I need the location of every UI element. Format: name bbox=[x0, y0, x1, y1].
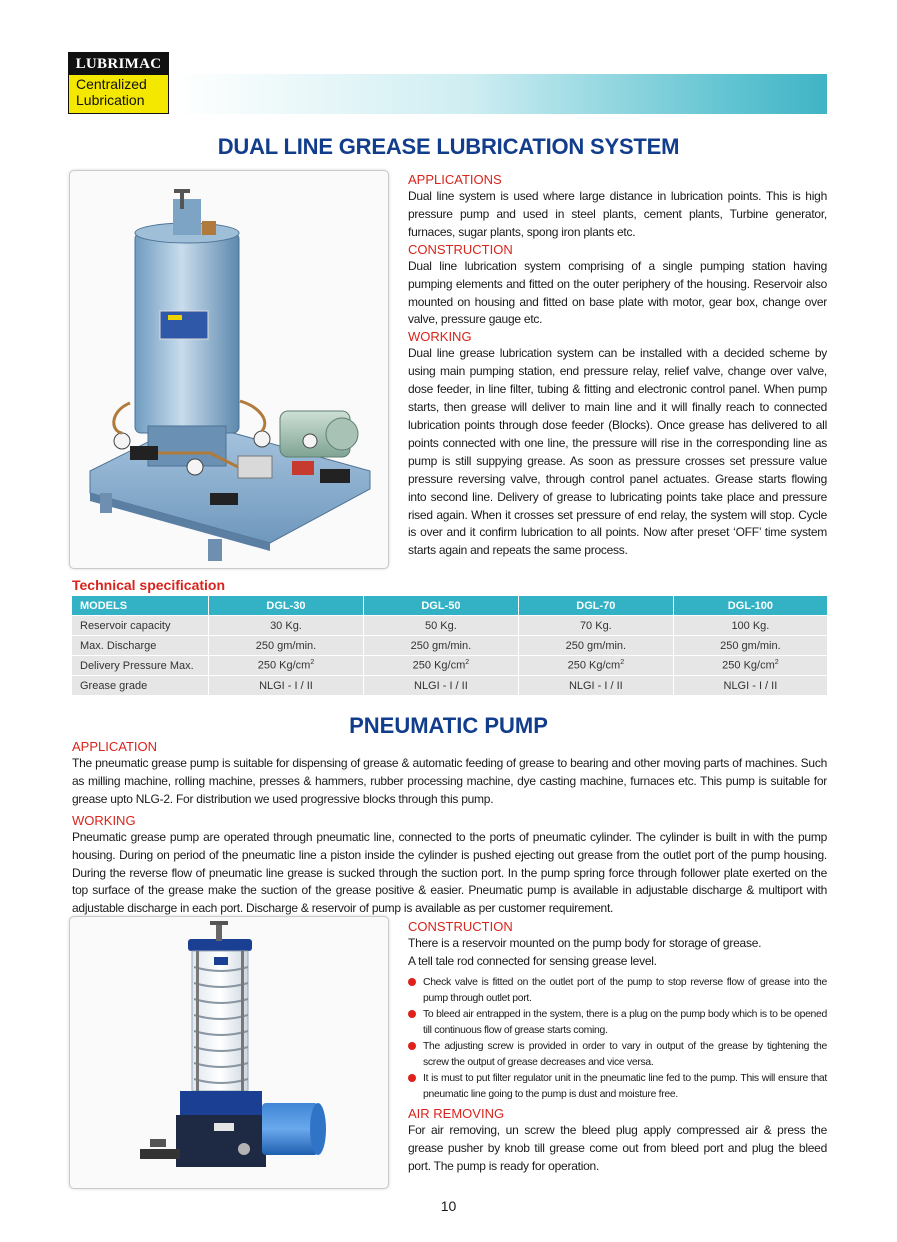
spec-header-cell: MODELS bbox=[72, 596, 209, 616]
pressure-value: 250 Kg/cm bbox=[567, 659, 621, 672]
spec-header-row bbox=[72, 596, 827, 616]
pressure-value: 250 Kg/cm bbox=[722, 659, 775, 672]
pneumatic-application-label: APPLICATION bbox=[72, 739, 158, 754]
spec-header-cell: DGL-70 bbox=[518, 596, 673, 616]
construction-line-2: A tell tale rod connected for sensing grease level. bbox=[408, 953, 657, 968]
dual-line-title: DUAL LINE GREASE LUBRICATION SYSTEM bbox=[217, 134, 680, 159]
pressure-value: 250 Kg/cm bbox=[412, 659, 466, 672]
list-item bbox=[408, 975, 827, 1007]
bullet-dot-icon bbox=[408, 1042, 416, 1050]
table-cell: 50 Kg. bbox=[363, 616, 518, 636]
construction-bullet-list bbox=[408, 975, 827, 1103]
bullet-dot-icon bbox=[408, 1074, 416, 1082]
table-cell: NLGI - I / II bbox=[518, 676, 673, 696]
pneumatic-working-label: WORKING bbox=[72, 812, 136, 828]
brand-name: LUBRIMAC bbox=[69, 53, 168, 75]
list-item-text: The adjusting screw is provided in order to vary in output of the grease by tightening the screw the output of grease decreases and vice versa. bbox=[423, 1040, 827, 1068]
table-cell: NLGI - I / II bbox=[209, 676, 364, 696]
pneumatic-intro bbox=[72, 739, 827, 918]
spec-header-cell: DGL-100 bbox=[673, 596, 827, 616]
construction-line-1: There is a reservoir mounted on the pump body for storage of grease. bbox=[408, 936, 762, 950]
air-removing-text: For air removing, un screw the bleed plug apply compressed air & press the grease pusher by knob till grease come out from bleed port and plug the bleed port. The pump is ready for operation. bbox=[408, 1122, 827, 1173]
table-cell: 30 Kg. bbox=[209, 616, 364, 636]
bullet-dot-icon bbox=[408, 1010, 416, 1018]
construction-label: CONSTRUCTION bbox=[408, 241, 513, 257]
pneumatic-title: PNEUMATIC PUMP bbox=[349, 713, 548, 738]
list-item bbox=[408, 1007, 827, 1039]
table-cell: Grease grade bbox=[72, 676, 209, 696]
table-cell bbox=[518, 656, 673, 676]
bullet-dot-icon bbox=[408, 978, 416, 986]
table-row bbox=[72, 656, 827, 676]
spec-header-cell: DGL-50 bbox=[363, 596, 518, 616]
pneumatic-application-text: The pneumatic grease pump is suitable for dispensing of grease & automatic feeding of grease to bearing and other moving parts of machines. Such as milling machine, rolling machine, presses & hammers, rubber processing machine, dye casting machine, furnaces etc. This pump is suitable for grease upto NLG-2. For distribution we used progressive blocks through this pump. bbox=[72, 756, 827, 806]
pressure-value: 250 Kg/cm bbox=[257, 659, 311, 672]
table-cell: 70 Kg. bbox=[518, 616, 673, 636]
dual-line-pump-illustration bbox=[70, 171, 388, 568]
table-cell: Reservoir capacity bbox=[72, 616, 209, 636]
superscript: 2 bbox=[465, 659, 470, 667]
construction-text: Dual line lubrication system comprising of a single pumping station having pumping elements and fitted on the outer periphery of the housing. Reservoir also mounted on housing and fitted on base plate with motor, gear box, change over valve, pressure gauge etc. bbox=[408, 258, 827, 327]
list-item-text: Check valve is fitted on the outlet port of the pump to stop reverse flow of grease into the pump through outlet port. bbox=[423, 976, 827, 1004]
list-item bbox=[408, 1071, 827, 1103]
table-cell: NLGI - I / II bbox=[673, 676, 827, 696]
pneumatic-working-text: Pneumatic grease pump are operated through pneumatic line, connected to the ports of pneumatic cylinder. The cylinder is built in with the pump housing. During on period of the pneumatic line a piston inside the cylinder is pushed ejecting out grease from the outlet port of the pump housing. During the reverse flow of pneumatic line grease is sucked through the suction port. In the pump spring force through follower plate exerted on the top surface of the grease make the suction of the grease positive & easier. Pneumatic pump is available in adjustable discharge & multiport with adjustable discharge in each port. Discharge & reservoir of pump is available as per customer requirement. bbox=[72, 829, 827, 916]
superscript: 2 bbox=[310, 659, 315, 667]
table-cell bbox=[673, 656, 827, 676]
table-cell bbox=[209, 656, 364, 676]
list-item-text: To bleed air entrapped in the system, there is a plug on the pump body which is to be opened till continuous flow of grease starts coming. bbox=[423, 1008, 827, 1036]
table-row bbox=[72, 616, 827, 636]
pneumatic-construction-label: CONSTRUCTION bbox=[408, 919, 513, 934]
header-gradient-band bbox=[175, 74, 827, 114]
brand-logo bbox=[68, 52, 169, 114]
list-item-text: It is must to put filter regulator unit in the pneumatic line fed to the pump. This will ensure that pneumatic line going to the pump is dust and moisture free. bbox=[423, 1072, 827, 1100]
pneumatic-pump-image bbox=[69, 916, 389, 1189]
page-number: 10 bbox=[440, 1198, 457, 1214]
dual-line-pump-image bbox=[69, 170, 389, 569]
table-row bbox=[72, 676, 827, 696]
brand-tagline bbox=[69, 75, 168, 113]
table-cell: 250 gm/min. bbox=[673, 636, 827, 656]
table-cell: Max. Discharge bbox=[72, 636, 209, 656]
spec-title: Technical specification bbox=[72, 577, 226, 593]
brand-tagline-line1: Centralized bbox=[76, 76, 147, 92]
applications-text: Dual line system is used where large distance in lubrication points. This is high pressure pump and used in steel plants, cement plants, Turbine generator, furnaces, sugar plants, spong iron plants etc. bbox=[408, 189, 827, 239]
table-cell: 250 gm/min. bbox=[363, 636, 518, 656]
working-label: WORKING bbox=[408, 329, 472, 345]
superscript: 2 bbox=[620, 659, 625, 667]
table-cell: 100 Kg. bbox=[673, 616, 827, 636]
list-item bbox=[408, 1039, 827, 1071]
table-cell: Delivery Pressure Max. bbox=[72, 656, 209, 676]
air-removing-label: AIR REMOVING bbox=[408, 1105, 505, 1121]
table-cell: 250 gm/min. bbox=[518, 636, 673, 656]
table-cell: 250 gm/min. bbox=[209, 636, 364, 656]
table-cell: NLGI - I / II bbox=[363, 676, 518, 696]
pneumatic-construction bbox=[408, 919, 827, 1176]
dual-line-text bbox=[408, 172, 827, 560]
brand-tagline-line2: Lubrication bbox=[76, 92, 145, 108]
superscript: 2 bbox=[774, 659, 779, 667]
table-cell bbox=[363, 656, 518, 676]
working-text: Dual line grease lubrication system can be installed with a decided scheme by using main pumping station, end pressure relay, relief valve, change over valve, dose feeder, in line filter, tubing & fitting and electronic control panel. When pump starts, then grease will deliver to main line and it will finally reach to connected lubrication points through dose feeder (Blocks). Once grease has delivered to all points connected with one line, the pressure will rise in the corresponding line as pump is still suppying grease. As soon as pressure crosses set pressure value pressure reversing valve, through control panel actuates. Grease starts flowing into second line. Delivery of grease to lubricating points take place and pressure rised again. When it crosses set pressure of end relay, the system will stop. Cycle is over and it confirm lubrication to all points. Now after preset ‘OFF’ time system starts again and repeats the same process. bbox=[408, 346, 827, 558]
table-row bbox=[72, 636, 827, 656]
pneumatic-pump-illustration bbox=[70, 917, 388, 1188]
spec-table bbox=[72, 596, 827, 695]
spec-header-cell: DGL-30 bbox=[209, 596, 364, 616]
applications-label: APPLICATIONS bbox=[408, 172, 502, 187]
